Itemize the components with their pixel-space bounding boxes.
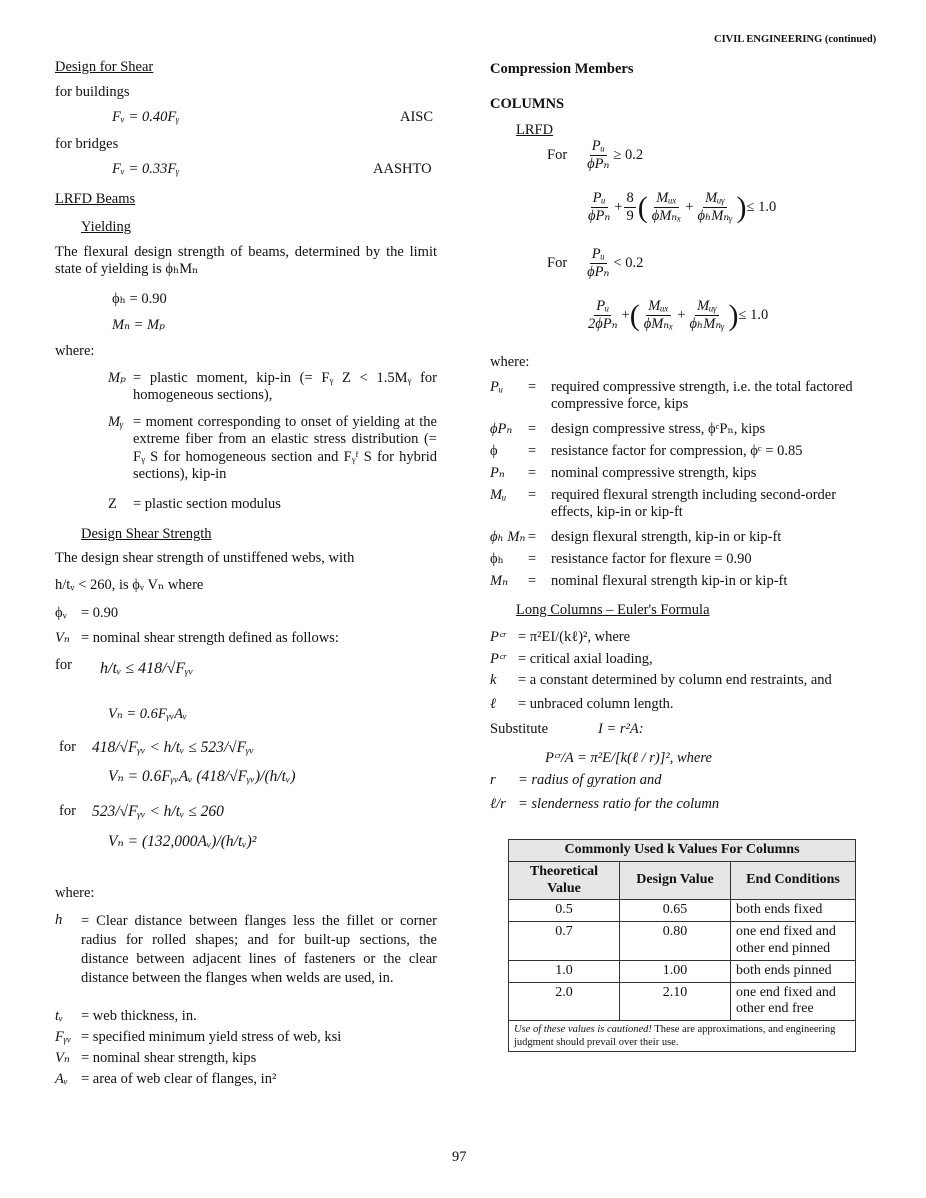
for-label: for [59,739,76,755]
table-row [509,982,856,1021]
def-symbol: ℓ [490,696,497,712]
def-text: resistance factor for compression, ϕᶜ = 0.85 [551,443,803,459]
phi-v-symbol: ϕᵥ [55,605,67,621]
fraction: $\frac{\text{Mᵤₓ}}{\text{ϕMₙₓ}}$ [643,298,674,333]
def-symbol: tᵥ [55,1008,64,1024]
le-one: ≤ 1.0 [738,307,769,324]
def-text: required compressive strength, i.e. the total factored compressive force, kips [551,379,853,413]
for-label: for [59,803,76,819]
lrfd-equation-2: $\frac{\text{Pᵤ}}{\text{2ϕPₙ}}$ + ( $\frac{\text{Mᵤₓ}}{\text{ϕMₙₓ}}$ + $\frac{\text{Mᵤᵧ}}{\text{ϕₕMₙᵧ}}$ ) ≤ 1.0 [588,298,769,333]
table-cell: 1.0 [509,960,620,982]
where-label-2: where: [55,885,95,901]
fraction: $\frac{\text{Mᵤᵧ}}{\text{ϕₕMₙᵧ}}$ [697,190,733,225]
for-buildings-label: for buildings [55,84,130,100]
table-row [509,900,856,922]
def-text: = moment corresponding to onset of yielding at the extreme fiber from an elastic stress distribution (= Fᵧ S for homogeneous section and Fᵧᶠ S for hybrid sections), kip-in [133,414,437,483]
table-cell: both ends pinned [731,960,856,982]
def-symbol: ϕ [490,443,498,459]
euler-title: Long Columns – Euler's Formula [516,602,710,618]
le-one: ≤ 1.0 [746,199,777,216]
fraction: $\frac{\text{Pᵤ}}{\text{ϕPₙ}}$ [587,246,610,281]
mn-mp-eq: Mₙ = Mₚ [112,317,165,333]
vn-definition: = nominal shear strength defined as follows: [81,630,339,646]
fv-bridges-eq: Fᵥ = 0.33Fᵧ [112,161,180,177]
running-header: CIVIL ENGINEERING (continued) [714,34,877,45]
fraction: $\frac{\text{Pᵤ}}{\text{ϕPₙ}}$ [588,190,611,225]
def-symbol: Pᵤ [490,379,504,395]
fraction: $\frac{\text{Pᵤ}}{\text{2ϕPₙ}}$ [588,298,618,333]
for-label: For [547,255,568,272]
def-symbol: Pᶜʳ [490,629,506,645]
compression-members-title: Compression Members [490,61,634,77]
shear-title: Design for Shear [55,59,154,75]
condition-ge: ≥ 0.2 [613,147,644,164]
def-text: design flexural strength, kip-in or kip-ft [551,529,782,545]
vn-symbol: Vₙ [55,630,70,646]
def-text: = area of web clear of flanges, in² [81,1071,277,1087]
def-symbol: r [490,772,496,788]
substitute-label: Substitute [490,721,549,737]
def-equals: = [528,465,537,481]
def-symbol: ℓ/r [490,796,506,812]
vn-eq-1: Vₙ = 0.6FᵧᵥAᵥ [108,706,188,722]
def-equals: = [528,443,537,459]
def-symbol: Fᵧᵥ [55,1029,72,1045]
eight-ninths: $\frac{8}{9}$ [626,190,634,225]
def-symbol: Mₚ [108,370,126,386]
aisc-label: AISC [400,109,434,125]
def-text: = web thickness, in. [81,1008,197,1024]
fraction: $\frac{\text{Mᵤᵧ}}{\text{ϕₕMₙᵧ}}$ [689,298,725,333]
def-symbol: ϕₕ [490,551,504,567]
def-equals: = [528,573,537,589]
column-header: End Conditions [731,861,856,900]
def-equals: = [528,379,537,395]
table-cell: 1.00 [620,960,731,982]
table-cell: both ends fixed [731,900,856,922]
def-symbol: Z [108,496,117,512]
table-title: Commonly Used k Values For Columns [509,840,856,862]
table-cell: 0.80 [620,922,731,961]
table-cell: 2.10 [620,982,731,1021]
def-text: = π²EI/(kℓ)², where [518,629,631,645]
lrfd-beams-title: LRFD Beams [55,191,136,207]
table-cell: 0.5 [509,900,620,922]
dss-text-1: The design shear strength of unstiffened webs, with [55,550,355,566]
def-text: = unbraced column length. [518,696,674,712]
phi-v-value: = 0.90 [81,605,119,621]
def-symbol: Pₙ [490,465,505,481]
def-symbol: ϕPₙ [490,421,513,437]
table-cell: 0.65 [620,900,731,922]
def-symbol: k [490,672,497,688]
lrfd-condition-1 [547,138,643,174]
def-text: nominal flexural strength kip-in or kip-ft [551,573,788,589]
condition-2: 418/√Fᵧᵥ < h/tᵥ ≤ 523/√Fᵧᵥ [92,739,255,756]
def-text: = slenderness ratio for the column [518,796,720,812]
table-row [509,922,856,961]
def-text: = radius of gyration and [518,772,662,788]
def-text: design compressive stress, ϕᶜPₙ, kips [551,421,766,437]
def-text: = Clear distance between flanges less the fillet or corner radius for rolled shapes; and for built-up sections, the distance between adjacent lines of fasteners or the clear distance between the flanges when welds are used, in. [81,913,437,986]
condition-1: h/tᵥ ≤ 418/√Fᵧᵥ [100,660,194,677]
design-shear-strength-title: Design Shear Strength [81,526,212,542]
page-number: 97 [452,1149,467,1165]
column-header: Design Value [620,861,731,900]
def-text: required flexural strength including second-order effects, kip-in or kip-ft [551,487,837,521]
where-label: where: [490,354,530,370]
def-symbol: h [55,912,63,928]
table-note-text: These are approximations, and engineering judgment should prevail over their use. [514,1024,836,1049]
for-label: For [547,147,568,164]
def-text: = critical axial loading, [518,651,653,667]
condition-3: 523/√Fᵧᵥ < h/tᵥ ≤ 260 [92,803,224,820]
def-symbol: Mₙ [490,573,508,589]
fraction: $\frac{\text{Mᵤₓ}}{\text{ϕMₙₓ}}$ [651,190,682,225]
lrfd-heading: LRFD [516,122,554,138]
yielding-title: Yielding [81,219,131,235]
def-symbol: Pᶜʳ [490,651,506,667]
def-equals: = [528,421,537,437]
columns-heading: COLUMNS [490,96,565,112]
def-symbol: Mᵤ [490,487,507,503]
def-equals: = [528,487,537,503]
def-text: resistance factor for flexure = 0.90 [551,551,752,567]
yielding-text: The flexural design strength of beams, determined by the limit state of yielding is ϕₕMₙ [55,244,437,278]
def-text: = specified minimum yield stress of web, ksi [81,1029,342,1045]
lrfd-condition-2 [547,246,643,282]
condition-lt: < 0.2 [613,255,644,272]
fraction: $\frac{\text{Pᵤ}}{\text{ϕPₙ}}$ [587,138,610,173]
table-row [509,960,856,982]
phi-b-eq: ϕₕ = 0.90 [112,291,167,307]
pcr-a-equation: Pᶜʳ/A = π²E/[k(ℓ / r)]², where [545,750,712,766]
def-text: = a constant determined by column end restraints, and [518,672,832,688]
def-symbol: Vₙ [55,1050,70,1066]
i-equation: I = r²A: [598,721,644,737]
table-cell: 0.7 [509,922,620,961]
def-symbol: Aᵥ [55,1071,68,1087]
table-note [509,1021,856,1052]
dss-text-2: h/tᵥ < 260, is ϕᵥ Vₙ where [55,577,204,593]
for-bridges-label: for bridges [55,136,119,152]
def-equals: = [528,551,537,567]
vn-eq-2: Vₙ = 0.6FᵧᵥAᵥ (418/√Fᵧᵥ)/(h/tᵥ) [108,768,296,785]
def-text: = plastic section modulus [133,496,281,512]
table-cell: 2.0 [509,982,620,1021]
def-text: = nominal shear strength, kips [81,1050,257,1066]
def-equals: = [528,529,537,545]
where-label-1: where: [55,343,95,359]
k-values-table [508,839,856,1052]
aashto-label: AASHTO [373,161,432,177]
lrfd-equation-1: $\frac{\text{Pᵤ}}{\text{ϕPₙ}}$ + $\frac{8}{9}$ ( $\frac{\text{Mᵤₓ}}{\text{ϕMₙₓ}}$ + $\frac{\text{Mᵤᵧ}}{\text{ϕₕMₙᵧ}}$ ) ≤ 1.0 [588,190,777,225]
for-label: for [55,657,72,673]
table-note-caution: Use of these values is cautioned! [514,1024,652,1036]
def-text: nominal compressive strength, kips [551,465,757,481]
fv-buildings-eq: Fᵥ = 0.40Fᵧ [112,109,180,125]
table-cell: one end fixed and other end free [731,982,856,1021]
table-cell: one end fixed and other end pinned [731,922,856,961]
def-text: = plastic moment, kip-in (= Fᵧ Z < 1.5Mᵧ for homogeneous sections), [133,370,437,404]
def-symbol: Mᵧ [108,414,124,430]
column-header: Theoretical Value [509,861,620,900]
vn-eq-3: Vₙ = (132,000Aᵥ)/(h/tᵥ)² [108,833,257,850]
def-symbol: ϕₕ Mₙ [490,529,526,545]
